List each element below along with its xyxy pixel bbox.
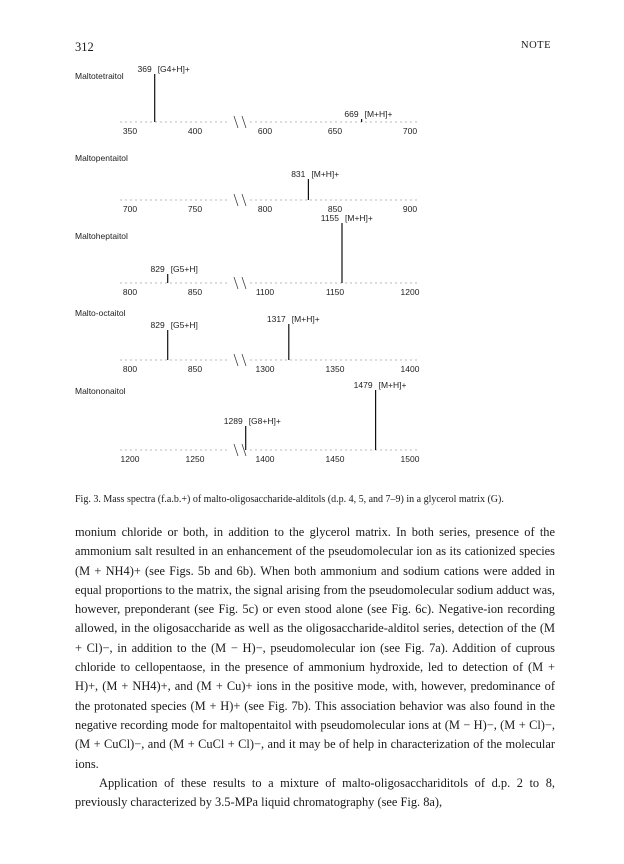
peak-ion-label: [M+H]+ [311,169,340,179]
spectrum-title: Maltopentaitol [75,153,128,163]
tick-label: 1350 [325,364,345,374]
tick-label: 600 [257,126,273,136]
tick-label: 800 [122,287,138,297]
peak-mz-label: 829 [150,264,165,274]
spectrum-title: Maltononaitol [75,386,126,396]
tick-label: 750 [187,204,203,214]
axis-break-mark [234,116,246,128]
spectrum-title: Maltotetraitol [75,71,124,81]
tick-label: 1100 [255,287,275,297]
peak-ion-label: [M+H]+ [378,380,407,390]
tick-label: 1200 [400,287,420,297]
peak-ion-label: [G5+H] [170,264,198,274]
tick-label: 1450 [325,454,345,464]
page-number: 312 [75,40,94,54]
axis-break-mark [234,354,246,366]
tick-label: 400 [187,126,203,136]
peak-ion-label: [M+H]+ [291,314,320,324]
body-text [75,523,555,812]
peak-ion-label: [M+H]+ [345,213,373,223]
peak-mz-label: 831 [291,169,306,179]
running-head: NOTE [521,40,551,51]
tick-label: 850 [327,204,343,214]
tick-label: 1150 [325,287,345,297]
peak-mz-label: 829 [150,320,165,330]
tick-label: 700 [402,126,418,136]
tick-label: 1200 [120,454,140,464]
peak-ion-label: [G8+H]+ [248,416,281,426]
tick-label: 800 [257,204,273,214]
peak-ion-label: [G5+H] [170,320,198,330]
tick-label: 1400 [400,364,420,374]
peak-ion-label: [G4+H]+ [157,64,190,74]
peak-mz-label: 1317 [266,314,286,324]
peak-mz-label: 1479 [353,380,373,390]
axis-break-mark [234,277,246,289]
tick-label: 1300 [255,364,275,374]
axis-break-mark [234,444,246,456]
tick-label: 800 [122,364,138,374]
tick-label: 1250 [185,454,205,464]
tick-label: 650 [327,126,343,136]
tick-label: 900 [402,204,418,214]
figure-caption: Fig. 3. Mass spectra (f.a.b.+) of malto-oligosaccharide-alditols (d.p. 4, 5, and 7–9) in a glycerol matrix (G). [75,494,504,505]
paragraph: monium chloride or both, in addition to the glycerol matrix. In both series, presence of the ammonium salt resulted in an enhancement of the pseudomolecular ion as its cationized species (M + NH4)+ (see Figs. 5b and 6b). When both ammonium and sodium cations were added in equal proportions to the matrix, the signal arising from the pseudomolecular sodium adduct was, however, preponderant (see Fig. 5c) or even stood alone (see Fig. 6c). Negative-ion recording allowed, in the oligosaccharide as well as the oligosaccharide-alditol series, detection of the (M + Cl)−, in addition to the (M − H)−, pseudomolecular ion (see Fig. 7a). Addition of cuprous chloride to cellopentaose, in the presence of ammonium hydroxide, led to detection of (M + H)+, (M + NH4)+, and (M + Cu)+ ions in the positive mode, with, however, predominance of the protonated species (M + H)+ (see Fig. 7b). This association behavior was also found in the negative recording mode for maltopentaitol with pseudomolecular ions at (M − H)−, (M + Cl)−, (M + CuCl)−, and (M + CuCl + Cl)−, and it may be of help in characterization of the molecular ions. [75,525,555,771]
tick-label: 350 [122,126,138,136]
peak-mz-label: 669 [344,109,359,119]
tick-label: 1400 [255,454,275,464]
spectrum-title: Malto-octaitol [75,308,126,318]
peak-mz-label: 369 [137,64,152,74]
tick-label: 850 [187,287,203,297]
tick-label: 1500 [400,454,420,464]
tick-label: 850 [187,364,203,374]
peak-mz-label: 1155 [320,213,339,223]
peak-ion-label: [M+H]+ [364,109,393,119]
spectrum-title: Maltoheptaitol [75,231,128,241]
tick-label: 700 [122,204,138,214]
peak-mz-label: 1289 [223,416,243,426]
paragraph: Application of these results to a mixture of malto-oligosacchariditols of d.p. 2 to 8, previously characterized by 3.5-MPa liquid chromatography (see Fig. 8a), [75,775,555,810]
axis-break-mark [234,194,246,206]
